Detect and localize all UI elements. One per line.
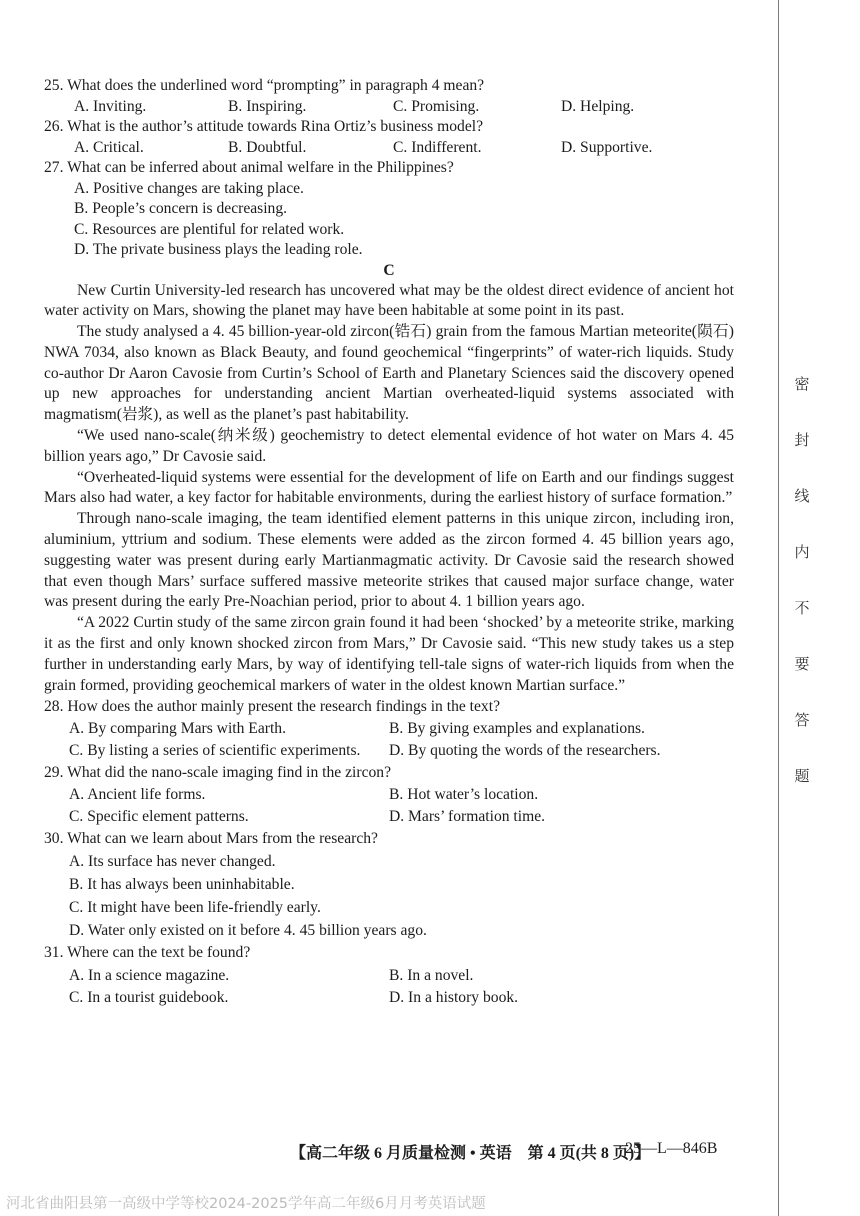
option-c: C. Resources are plentiful for related work. [74,220,345,238]
paragraph: The study analysed a 4. 45 billion-year-old zircon(锆石) grain from the famous Martian meteorite(陨石) NWA 7034, also known as Black Beauty, and found geochemical “fingerprints” of water-rich liquids. Study co-author Dr Aaron Cavosie from Curtin’s School of Earth and Planetary Sciences said the discovery opened up new approaches for understanding ancient Martian overheated-liquid systems associated with magmatism(岩浆), as well as the planet’s past habitability. [44,323,734,424]
answer-options-row [44,987,734,1009]
binding-char: 题 [794,767,810,785]
answer-options [44,97,734,118]
option-d: D. The private business plays the leading role. [74,241,363,258]
option-b: B. People’s concern is decreasing. [74,200,288,217]
option-b: B. Hot water’s location. [389,786,539,804]
question-stem: 26. What is the author’s attitude towards Rina Ortiz’s business model? [44,118,484,135]
paragraph: “A 2022 Curtin study of the same zircon grain found it had been ‘shocked’ by a meteorite strike, marking it as the first and only known shocked zircon from Mars,” Dr Cavosie said. “This new study takes us a step further in understanding early Mars, by way of identifying tell-tale signs of water-rich liquids from when the grain formed, providing geochemical markers of water in the oldest known Martian surface.” [44,614,734,694]
option-b: B. Doubtful. [228,138,307,156]
paragraph: New Curtin University-led research has uncovered what may be the oldest direct evidence of ancient hot water activity on Mars, showing the planet may have been habitable at some point in its past. [44,281,734,320]
binding-line [778,0,779,1216]
option-a: A. Ancient life forms. [69,786,206,804]
watermark: 河北省曲阳县第一高级中学等校2024-2025学年高二年级6月月考英语试题 [6,1196,486,1212]
paragraph: Through nano-scale imaging, the team identified element patterns in this unique zircon, including iron, aluminium, yttrium and sodium. These elements were added as the zircon formed 4. 45 billion years ago, suggesting water was present during early Martianmagmatic activity. Dr Cavosie said the research showed that even though Mars’ surface suffered massive meteorite strikes that caused major surface change, water was present during the early Pre-Noachian period, prior to about 4. 1 billion years ago. [44,510,734,611]
answer-options-row [44,718,734,740]
exam-content [44,76,734,1009]
option-a: A. Critical. [74,138,144,156]
option-c: C. Promising. [393,97,480,115]
answer-options [44,138,734,159]
option-c: C. By listing a series of scientific experiments. [69,742,361,760]
paragraph: “Overheated-liquid systems were essential for the development of life on Earth and our findings suggest Mars also had water, a key factor for habitable environments, during the earliest history of surface formation.” [44,468,734,507]
option-d: D. Helping. [561,97,635,115]
passage-text [44,281,734,697]
paragraph: “We used nano-scale(纳米级) geochemistry to detect elemental evidence of hot water on Mars 4. 45 billion years ago,” Dr Cavosie said. [44,427,734,465]
binding-char: 要 [794,655,810,673]
option-b: B. It has always been uninhabitable. [69,876,295,894]
binding-char: 封 [794,431,810,449]
answer-options-row [44,740,734,762]
option-b: B. In a novel. [389,967,474,985]
option-b: B. By giving examples and explanations. [389,720,645,738]
option-a: A. By comparing Mars with Earth. [69,720,286,738]
binding-char: 密 [794,375,810,393]
binding-margin-notice [790,372,814,820]
answer-options-row [44,806,734,828]
question-26 [44,117,734,158]
option-d: D. Mars’ formation time. [389,808,546,826]
question-31 [44,942,734,1009]
binding-char: 不 [794,599,810,617]
question-29 [44,762,734,828]
exam-code: 25—L—846B [625,1140,718,1157]
question-stem: 30. What can we learn about Mars from the research? [44,830,378,848]
section-label: C [383,261,395,279]
question-28 [44,696,734,762]
question-stem: 27. What can be inferred about animal welfare in the Philippines? [44,159,454,176]
binding-char: 内 [794,543,810,561]
option-d: D. Water only existed on it before 4. 45 billion years ago. [69,921,427,939]
question-27 [44,158,734,261]
option-c: C. It might have been life-friendly early. [69,898,321,916]
option-a: A. Inviting. [74,97,147,115]
question-stem: 28. How does the author mainly present the research findings in the text? [44,698,500,716]
binding-char: 答 [794,711,810,729]
answer-options-row [44,784,734,806]
question-stem: 29. What did the nano-scale imaging find in the zircon? [44,764,391,782]
option-d: D. By quoting the words of the researchers. [389,742,661,760]
question-25 [44,76,734,117]
page-footer [290,1140,740,1163]
option-a: A. Its surface has never changed. [69,853,276,871]
question-stem: 31. Where can the text be found? [44,944,251,962]
question-stem: 25. What does the underlined word “prompting” in paragraph 4 mean? [44,77,485,94]
option-d: D. Supportive. [561,138,653,156]
option-a: A. Positive changes are taking place. [74,179,304,197]
option-b: B. Inspiring. [228,97,307,115]
option-a: A. In a science magazine. [69,967,230,985]
option-c: C. In a tourist guidebook. [69,989,229,1007]
answer-options-row [44,965,734,987]
option-c: C. Indifferent. [393,138,482,156]
footer-title: 【高二年级 6 月质量检测 • 英语 第 4 页(共 8 页)】 [290,1145,651,1162]
binding-char: 线 [794,487,810,505]
option-c: C. Specific element patterns. [69,808,249,826]
question-30 [44,828,734,942]
option-d: D. In a history book. [389,989,519,1007]
